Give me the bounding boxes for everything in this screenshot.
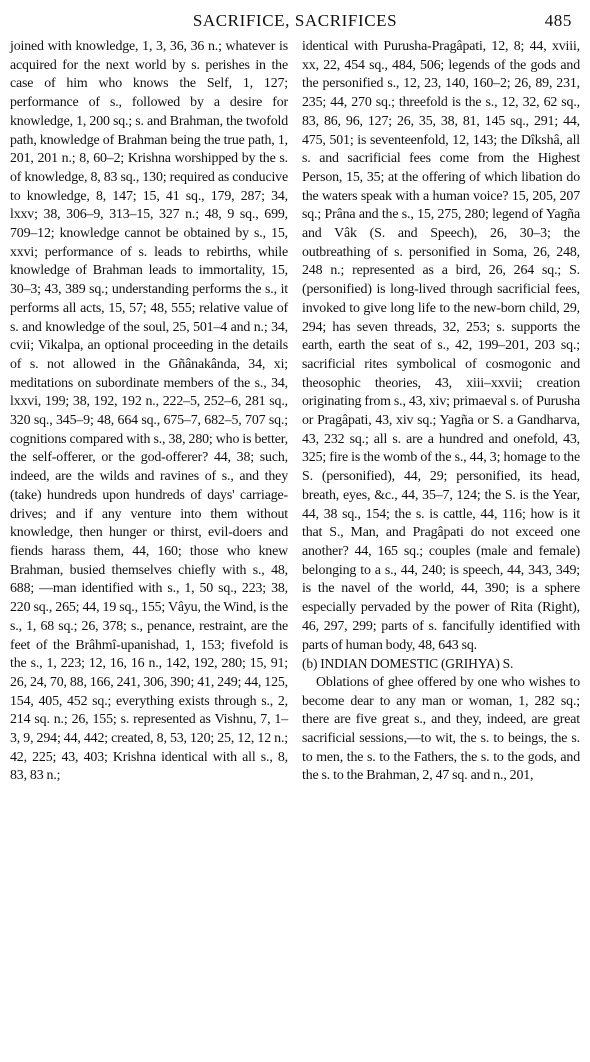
left-column xyxy=(10,38,288,786)
two-column-body xyxy=(10,38,580,786)
running-title: SACRIFICE, SACRIFICES xyxy=(192,11,398,30)
right-column xyxy=(302,38,580,786)
subsection-text: Oblations of ghee offered by one who wishes to become dear to any man or woman, 1, 282 sq.; there are five great s., and they, indeed, are great sacrificial sessions,—to wit, the s. to beings, the s. to men, the s. to the Fathers, the s. to the gods, and the s. to the Brahman, 2, 47 sq. and n., 201, xyxy=(302,674,580,784)
page-number: 485 xyxy=(544,11,572,30)
subsection-heading: (b) INDIAN DOMESTIC (GRIHYA) S. xyxy=(302,656,514,672)
left-column-text: joined with knowledge, 1, 3, 36, 36 n.; whatever is acquired for the next world by s. perishes in the case of him who knows the Self, 1, 127; performance of s., followed by a desire for knowledge, 1, 200 sq.; s. and Brahman, the twofold path, knowledge of Brahman being the true path, 1, 201, 201 n.; 8, 60–2; Krishna worshipped by the s. of knowledge, 8, 83 sq., 130; required as conducive to knowledge, 8, 147; 15, 41 sq., 179, 287; 34, lxxv; 38, 306–9, 313–15, 327 n.; 48, 9 sq., 699, 709–12; knowledge cannot be obtained by s., 15, xxvi; performance of s. leads to rebirths, while knowledge of Brahman leads to immortality, 15, 30–3; 43, 389 sq.; understanding performs the s., it performs all acts, 15, 57; 48, 555; relative value of s. and knowledge of the soul, 25, 501–4 and n.; 34, cvii; Vikalpa, an optional proceeding in the details of s. not allowed in the Gñânakânda, 34, xi; meditations on subordinate members of the s., 34, lxxvi, 199; 38, 192, 192 n., 222–5, 252–6, 281 sq., 320 sq., 345–9; 48, 664 sq., 675–7, 682–5, 707 sq.; cognitions compared with s., 38, 280; who is better, the self-offerer, or the god-offerer? 44, 38; such, indeed, are the wilds and ravines of s., and they (take) hundreds upon hundreds of days' carriage-drives; and if any venture into them without knowledge, then hunger or thirst, evil-doers and fiends harass them, 44, 160; those who knew Brahman, busied themselves chiefly with s., 48, 688; —man identified with s., 1, 50 sq., 223; 38, 220 sq., 265; 44, 19 sq., 155; Vâyu, the Wind, is the s., 1, 68 sq.; 26, 378; s., penance, restraint, are the feet of the Brâhmî-upanishad, 1, 153; fivefold is the s., 1, 223; 12, 16, 16 n., 142, 192, 280; 15, 91; 26, 24, 70, 88, 166, 241, 306, 390; 41, 249; 44, 125, 154, 405, 452 sq.; everything exists through s., 2, 214 sq. n.; 26, 155; s. represented as Vishnu, 7, 1–3, 9, 294; 44, 442; created, 8, 53, 120; 25, 12, 12 n.; 42, 225; 43, 403; Krishna identical with all s., 8, 83, 83 n.; xyxy=(10,39,288,784)
running-header xyxy=(10,8,580,34)
right-column-text: identical with Purusha-Pragâpati, 12, 8; 44, xviii, xx, 22, 454 sq., 484, 506; legends of the gods and the personified s., 12, 23, 140, 160–2; 26, 89, 231, 235; 44, 270 sq.; threefold is the s., 12, 32, 62 sq., 83, 86, 96, 127; 26, 35, 38, 81, 145 sq., 291; 44, 475, 501; is seventeenfold, 12, 143; the Dîkshâ, all s. and sacrificial fees come from the Highest Person, 15, 35; at the offering of which libation do the waters speak with a human voice? 15, 205, 207 sq.; Prâna and the s., 15, 275, 280; legend of Yagña and Vâk (S. and Speech), 26, 30–3; the outbreathing of s. personified in Soma, 26, 248, 248 n.; represented as a bird, 26, 264 sq.; S. (personified) is long-lived through sacrificial fees, invoked to give long life to the new-born child, 29, 294; has seven threads, 32, 253; s. supports the earth, earth the seat of s., 42, 199–201, 203 sq.; sacrificial rites symbolical of cosmogonic and theosophic theories, 43, xiii–xxvii; creation originating from s., 43, xiv; primaeval s. of Purusha or Pragâpati, 43, xiv sq.; Yagña or S. a Gandharva, 43, 232 sq.; all s. are a hundred and onefold, 43, 325; fire is the womb of the s., 44, 3; homage to the S. (personified), 44, 29; personified, its head, breath, eyes, &c., 44, 35–7, 124; the S. is the Year, 44, 38 sq., 154; the s. is cattle, 44, 116; how is it that S., Man, and Pragâpati do not exceed one another? 44, 165 sq.; couples (male and female) belonging to a s., 44, 240; is speech, 44, 343, 349; is the navel of the world, 44, 390; is a sphere especially pervaded by the power of Rita (Right), 46, 297, 299; parts of s. fancifully identified with parts of human body, 48, 643 sq. xyxy=(302,39,580,653)
